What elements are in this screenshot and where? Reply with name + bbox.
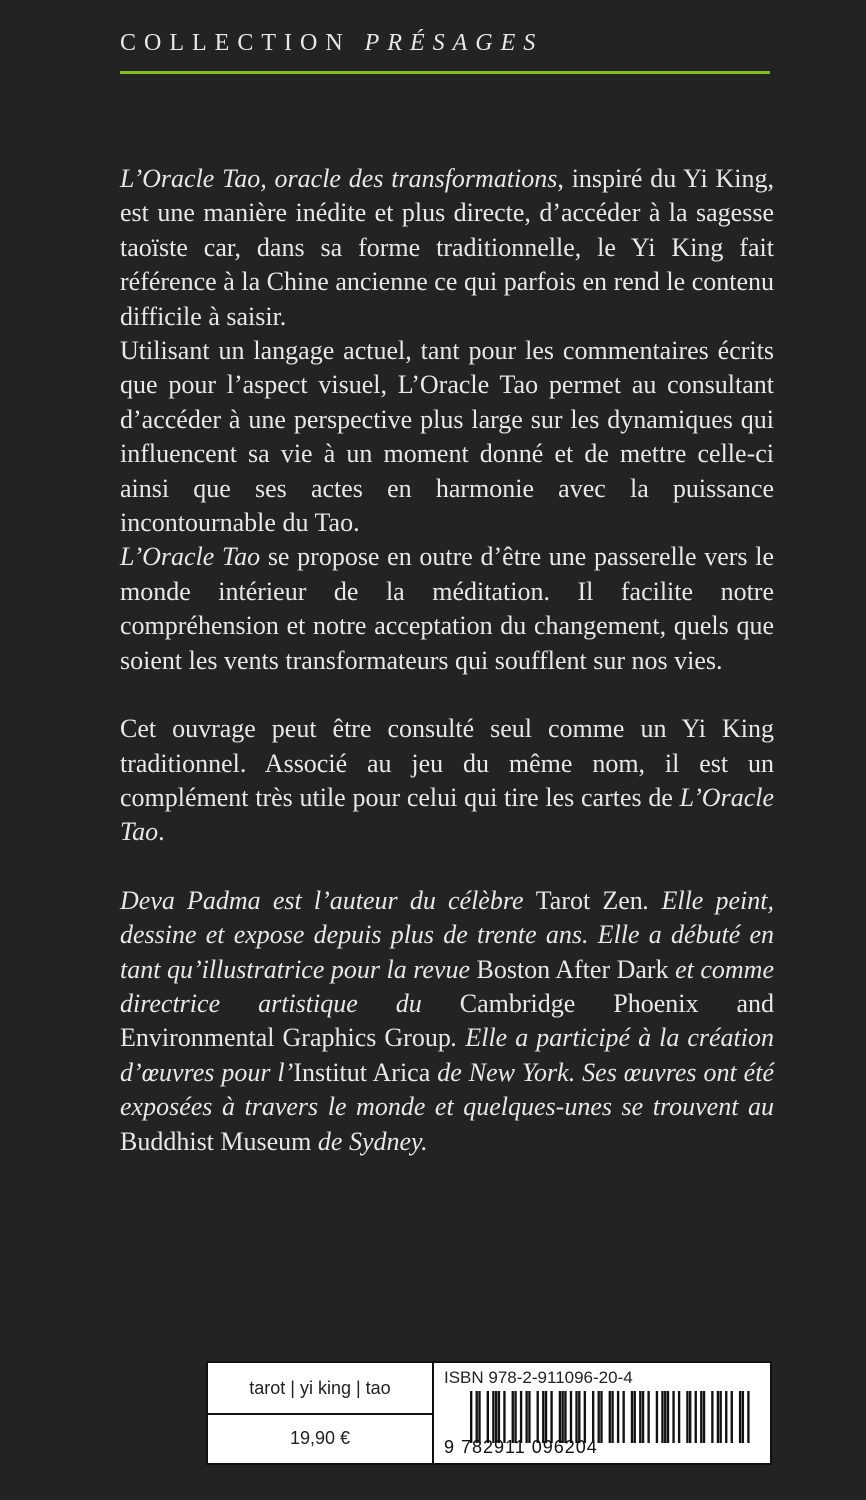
author-bio: Deva Padma est l’auteur du célèbre Tarot Zen. Elle peint, dessine et expose depuis plus de trente ans. Elle a débuté en tant qu’illustratrice pour la revue Boston After Dark et comme directrice artistique du Cambridge Phoenix and Environmental Graphics Group. Elle a participé à la création d’œuvres pour l’Institut Arica de New York. Ses œuvres ont été exposées à travers le monde et quelques-unes se trouvent au Buddhist Museum de Sydney.: [120, 885, 775, 1156]
barcode-bar: [525, 1391, 527, 1443]
barcode-number: 9 782911 096204: [444, 1437, 598, 1457]
barcode-bar: [647, 1391, 649, 1443]
barcode-bar: [725, 1391, 727, 1443]
price-barcode-label: [206, 1361, 772, 1465]
barcode-bar: [575, 1391, 577, 1443]
barcode-bar: [550, 1391, 552, 1443]
barcode-bar: [672, 1391, 674, 1443]
header-rule: [120, 71, 770, 74]
barcode-bar: [476, 1391, 478, 1443]
barcode-bar: [495, 1391, 497, 1443]
barcode-bar: [542, 1391, 544, 1443]
barcode-bar: [739, 1391, 741, 1443]
barcode-bar: [661, 1391, 663, 1443]
barcode-bar: [578, 1391, 580, 1443]
barcode-bar: [622, 1391, 624, 1443]
barcode-bar: [470, 1391, 472, 1443]
description-paragraph-1: L’Oracle Tao, oracle des transformations, inspiré du Yi King, est une manière inédite et plus directe, d’accéder à la sagesse taoïste car, dans sa forme traditionnelle, le Yi King fait référence à la Chine ancienne ce qui parfois en rend le contenu difficile à saisir.: [120, 164, 774, 331]
barcode-bar: [689, 1391, 691, 1443]
barcode-bar: [564, 1391, 566, 1443]
barcode-bar: [487, 1391, 489, 1443]
barcode-bar: [498, 1391, 500, 1443]
barcode-bar: [584, 1391, 586, 1443]
barcode-bar: [478, 1391, 480, 1443]
barcode-bar: [642, 1391, 644, 1443]
barcode-bar: [545, 1391, 547, 1443]
barcode-bar: [656, 1391, 658, 1443]
barcode-bar: [664, 1391, 666, 1443]
barcode-bar: [639, 1391, 641, 1443]
series-header: [120, 30, 770, 57]
barcode-bar: [731, 1391, 733, 1443]
barcode-bar: [617, 1391, 619, 1443]
barcode-bar: [747, 1391, 749, 1443]
barcode-bar: [611, 1391, 613, 1443]
barcode-bar: [492, 1391, 494, 1443]
barcode-bar: [559, 1391, 561, 1443]
barcode-bar: [720, 1391, 722, 1443]
category-tags: tarot | yi king | tao: [208, 1363, 432, 1415]
barcode-bar: [512, 1391, 514, 1443]
barcode-bar: [742, 1391, 744, 1443]
description-paragraph-4: Cet ouvrage peut être consulté seul comme un Yi King traditionnel. Associé au jeu du même nom, il est un complément très utile pour celui qui tire les cartes de L’Oracle Tao.: [120, 714, 774, 847]
barcode-bar: [703, 1391, 705, 1443]
barcode-bar: [711, 1391, 713, 1443]
barcode-bar: [537, 1391, 539, 1443]
barcode: [470, 1391, 750, 1443]
back-cover-text: [120, 162, 774, 1159]
barcode-bar: [528, 1391, 530, 1443]
barcode-bar: [600, 1391, 602, 1443]
barcode-bar: [695, 1391, 697, 1443]
barcode-bar: [514, 1391, 516, 1443]
barcode-bar: [717, 1391, 719, 1443]
series-subtitle: PRÉSAGES: [364, 30, 544, 56]
label-divider: [432, 1363, 434, 1463]
barcode-bar: [678, 1391, 680, 1443]
barcode-bar: [609, 1391, 611, 1443]
barcode-bar: [503, 1391, 505, 1443]
barcode-bar: [520, 1391, 522, 1443]
barcode-bar: [570, 1391, 572, 1443]
series-name: COLLECTION: [120, 30, 351, 56]
isbn: ISBN 978-2-911096-20-4: [444, 1368, 633, 1387]
barcode-bar: [592, 1391, 594, 1443]
description-paragraph-2: Utilisant un langage actuel, tant pour les commentaires écrits que pour l’aspect visuel, L’Oracle Tao permet au consultant d’accéder à une perspective plus large sur les dynamiques qui influencent sa vie à un moment donné et de mettre celle-ci ainsi que ses actes en harmonie avec la puissance incontournable du Tao.: [120, 336, 774, 538]
barcode-bar: [631, 1391, 633, 1443]
barcode-bar: [667, 1391, 669, 1443]
barcode-bar: [634, 1391, 636, 1443]
barcode-bar: [561, 1391, 563, 1443]
book-title: L’Oracle Tao, oracle des transformations: [120, 164, 558, 193]
description-paragraph-3: L’Oracle Tao se propose en outre d’être une passerelle vers le monde intérieur de la méditation. Il facilite notre compréhension et notre acceptation du changement, quels que soient les vents transformateurs qui soufflent sur nos vies.: [120, 542, 774, 675]
price: 19,90 €: [289, 1427, 351, 1448]
barcode-bar: [686, 1391, 688, 1443]
barcode-bar: [700, 1391, 702, 1443]
barcode-bar: [598, 1391, 600, 1443]
